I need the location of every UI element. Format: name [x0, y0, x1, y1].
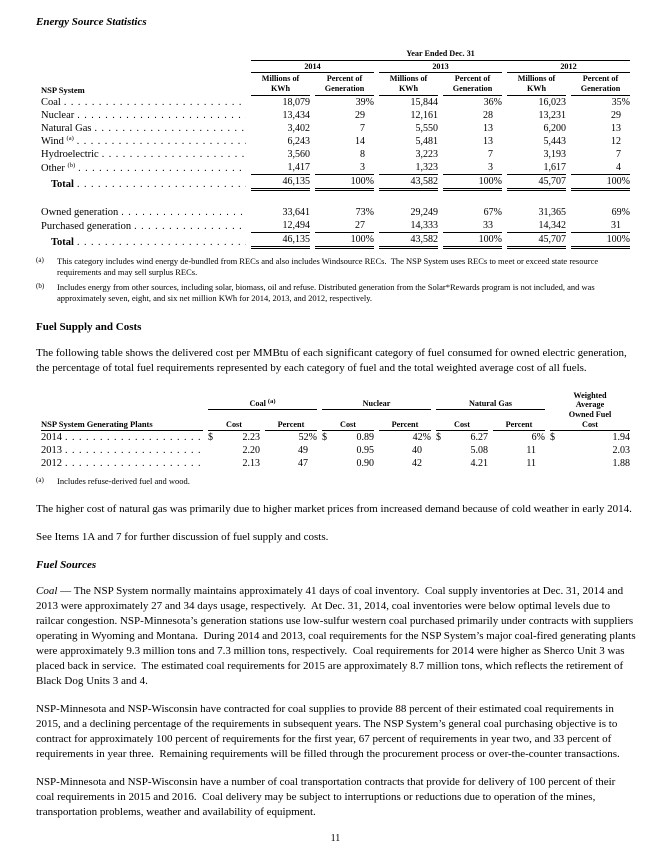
- table-cell: 36%: [483, 96, 502, 108]
- table-header-sub-row: [41, 410, 630, 431]
- footnote-text: Includes refuse-derived fuel and wood.: [57, 476, 190, 487]
- col-header-percent-generation: Percent of Generation: [315, 73, 374, 95]
- row-header-nsp-system: NSP System: [41, 84, 85, 95]
- table-cell: 29,249: [410, 206, 438, 218]
- table-cell: 1,417: [251, 161, 310, 175]
- table-cell: 3: [315, 161, 374, 175]
- table-cell: 45,707: [507, 175, 566, 191]
- col-header-percent: Percent: [265, 410, 317, 431]
- footnotes-table2: [36, 476, 636, 487]
- table-cell: 5,481: [415, 135, 438, 147]
- year-2012-header: 2012: [507, 61, 630, 74]
- table-cell: 15,844: [410, 96, 438, 108]
- table-cell: 100%: [571, 175, 630, 191]
- table-cell: 33: [443, 219, 502, 233]
- row-label: 2012 . . .: [41, 457, 203, 470]
- row-label: 2013 . . .: [41, 444, 203, 457]
- dot-leader: [74, 237, 246, 248]
- table-cell: 73%: [355, 206, 374, 218]
- table-cell: 52%: [298, 432, 317, 444]
- table-cell: 13,434: [282, 109, 310, 121]
- footnotes-table1: [36, 256, 636, 304]
- table-row-owned-generation: [41, 206, 630, 219]
- footnote-b: [36, 282, 636, 304]
- paragraph-coal-contracts: NSP-Minnesota and NSP-Wisconsin have contracted for coal supplies to provide 88 percent of their estimated coal requirements in 2015, and a declining percentage of the requirements in subsequent years. The NSP System’s general coal purchasing objective is to contract for approximately 100 percent of requirements for the first year, 67 percent of requirements in year two, and 33 percent of requirements in year three. Remaining requirements will be filled through the procurement process or over-the-counter transactions.: [36, 703, 621, 761]
- row-label: Owned generation . . .: [41, 206, 246, 219]
- table-cell: 8: [360, 148, 365, 160]
- table-cell: 5.08: [470, 445, 488, 457]
- table-cell: 69%: [611, 206, 630, 218]
- row-label: Wind $^{(a)}$ . . .: [41, 135, 246, 148]
- dot-leader: [62, 432, 203, 443]
- col-header-percent-generation: Percent of Generation: [571, 73, 630, 95]
- col-header-percent: Percent: [493, 410, 545, 431]
- group-header-nuclear: Nuclear: [322, 390, 431, 411]
- col-header-percent: Percent: [379, 410, 431, 431]
- paragraph-see-items: See Items 1A and 7 for further discussion of fuel supply and costs.: [36, 531, 329, 544]
- group-header-natural-gas: Natural Gas: [436, 390, 545, 411]
- table-cell: 2.13: [242, 458, 260, 470]
- table-cell: 7: [488, 148, 493, 160]
- footnote-marker: (a): [36, 255, 44, 264]
- table-cell: 16,023: [538, 96, 566, 108]
- table-cell: 3,223: [415, 148, 438, 160]
- table-cell: $ 0.89: [322, 432, 374, 444]
- table-cell: 100%: [315, 233, 374, 249]
- table-cell: 42: [412, 458, 422, 470]
- table-cell: 6,200: [543, 122, 566, 134]
- table-cell: 6,243: [287, 135, 310, 147]
- footnote-text: Includes energy from other sources, including solar, biomass, oil and refuse. Distributed generation from the Solar*Rewards program is not included, and was approximately seven, eight, and six net million KWh for 2014, 2013, and 2012, respectively.: [57, 281, 597, 303]
- table-cell: 3,402: [287, 122, 310, 134]
- table-cell: 14,333: [379, 219, 438, 233]
- table-cell: 2.20: [242, 445, 260, 457]
- table-cell: 46,135: [251, 175, 310, 191]
- table-cell: 13,231: [538, 109, 566, 121]
- dot-leader: [74, 136, 246, 147]
- coal-paragraph-text: — The NSP System normally maintains approximately 41 days of coal inventory. Coal supply inventories at Dec. 31, 2014 and 2013 were approximately 27 and 34 days usage, respectively. At Dec. 31, 2014, coal inventories were below optimal levels due to railcar congestion. NSP-Minnesota’s generation stations use low-sulfur western coal purchased primarily under contracts with suppliers operating in Wyoming and Montana. During 2014 and 2013, coal requirements for the NSP System’s major coal-fired generating plants were approximately 9.3 million tons and 7.3 million tons, respectively. Coal requirements for 2014 were higher as Sherco Unit 3 was placed back in service. The estimated coal requirements for 2015 are approximately 8.7 million tons, which reflects the retirement of Black Dog Units 3 and 4.: [36, 585, 639, 688]
- table-cell: 4.21: [470, 458, 488, 470]
- table-cell: 18,079: [282, 96, 310, 108]
- col-header-cost: Cost: [436, 410, 488, 431]
- table-cell: 11: [526, 458, 536, 470]
- page-number: 11: [330, 833, 341, 844]
- table-cell: 3,560: [287, 148, 310, 160]
- table-cell: 3,193: [543, 148, 566, 160]
- footnote-text: This category includes wind energy de-bundled from RECs and also includes Windsource RECs. The NSP System uses RECs to meet or exceed state resource requirements and may sell surplus RECs.: [57, 255, 601, 277]
- dot-leader: [91, 123, 246, 134]
- table-cell: 7: [360, 122, 365, 134]
- row-label: Natural Gas . . .: [41, 122, 246, 135]
- year-ended-header: Year Ended Dec. 31: [251, 48, 630, 61]
- table-row-total-2: [41, 233, 630, 249]
- table-cell: 100%: [571, 233, 630, 249]
- dot-leader: [62, 445, 203, 456]
- row-label: 2014 . . .: [41, 431, 203, 444]
- table-row-2012: [41, 457, 630, 470]
- table-cell: 1.88: [612, 458, 630, 470]
- table-cell: 47: [298, 458, 308, 470]
- table-cell: 29: [611, 109, 621, 121]
- col-header-cost: Cost: [322, 410, 374, 431]
- paragraph-natural-gas-cost: The higher cost of natural gas was primarily due to higher market prices from increased demand because of cold weather in early 2014.: [36, 503, 632, 516]
- table-cell: 0.95: [356, 445, 374, 457]
- coal-lead-in: Coal: [36, 585, 58, 598]
- table-header-sub-row: [41, 73, 630, 95]
- col-header-percent-generation: Percent of Generation: [443, 73, 502, 95]
- table-cell: 4: [571, 161, 630, 175]
- section-heading-fuel-sources: Fuel Sources: [36, 559, 97, 572]
- table-row-hydroelectric: [41, 148, 630, 161]
- dot-leader: [74, 110, 246, 121]
- energy-source-table: [36, 48, 635, 249]
- table-cell: 13: [483, 122, 493, 134]
- table-cell: 11: [526, 445, 536, 457]
- table-cell: 0.90: [356, 458, 374, 470]
- paragraph-coal: [36, 584, 639, 689]
- footnote-a: [36, 256, 636, 278]
- table-cell: 12,161: [410, 109, 438, 121]
- table-cell: 43,582: [379, 233, 438, 249]
- row-label: Purchased generation . . .: [41, 219, 246, 233]
- table-header-groups-row: [41, 390, 630, 411]
- section-heading-fuel-supply-costs: Fuel Supply and Costs: [36, 320, 142, 333]
- col-header-millions-kwh: Millions of KWh: [507, 73, 566, 95]
- spacer-row: [41, 191, 630, 206]
- footnote-a2: [36, 476, 636, 487]
- table-cell: 14: [355, 135, 365, 147]
- table-cell: 6%: [531, 432, 545, 444]
- dot-leader: [74, 179, 246, 190]
- dot-leader: [118, 207, 246, 218]
- dot-leader: [99, 149, 246, 160]
- col-header-millions-kwh: Millions of KWh: [379, 73, 438, 95]
- table-row-wind: [41, 135, 630, 148]
- table-row-purchased-generation: [41, 219, 630, 233]
- footnote-marker: (a): [36, 476, 44, 485]
- table-cell: 12,494: [251, 219, 310, 233]
- table-cell: 13: [611, 122, 621, 134]
- table-header-span-row: [41, 48, 630, 61]
- table-row-2014: [41, 431, 630, 444]
- table-cell: 5,550: [415, 122, 438, 134]
- table-cell: 5,443: [543, 135, 566, 147]
- paragraph-fuel-table-intro: The following table shows the delivered cost per MMBtu of each significant category of fuel consumed for owned electric generation, the percentage of total fuel requirements represented by each category of fuel and the total weighted average cost of all fuels.: [36, 346, 630, 374]
- section-heading-energy-source-statistics: Energy Source Statistics: [36, 16, 147, 28]
- row-label: Total . . .: [41, 233, 246, 249]
- table-cell: 31,365: [538, 206, 566, 218]
- dot-leader: [62, 458, 203, 469]
- table-cell: 12: [611, 135, 621, 147]
- table-row-total: [41, 175, 630, 191]
- table-row-coal: [41, 96, 630, 109]
- table-cell: 1,323: [379, 161, 438, 175]
- paragraph-coal-transportation: NSP-Minnesota and NSP-Wisconsin have a number of coal transportation contracts that provide for delivery of 100 percent of their coal requirements in 2015 and 2016. Coal delivery may be subject to interruptions or reductions due to operation of the mines, transportation problems, weather and availability of equipment.: [36, 776, 619, 819]
- table-cell: 67%: [483, 206, 502, 218]
- year-2014-header: 2014: [251, 61, 374, 74]
- table-cell: $ 6.27: [436, 432, 488, 444]
- row-label: Other $^{(b)}$ . . .: [41, 161, 246, 175]
- table-cell: 35%: [611, 96, 630, 108]
- table-cell: 100%: [443, 175, 502, 191]
- dot-leader: [75, 163, 246, 174]
- table-cell: 3: [443, 161, 502, 175]
- table-header-years-row: [41, 61, 630, 74]
- table-row-nuclear: [41, 109, 630, 122]
- table-cell: 7: [616, 148, 621, 160]
- table-cell: $ 1.94: [550, 432, 630, 444]
- footnote-marker: (b): [36, 281, 45, 290]
- col-header-weighted-average: Weighted Average Owned Fuel Cost: [550, 390, 630, 432]
- row-label: Coal . . .: [41, 96, 246, 109]
- col-header-cost: Cost: [208, 410, 260, 431]
- dot-leader: [61, 97, 246, 108]
- year-2013-header: 2013: [379, 61, 502, 74]
- row-label: Total . . .: [41, 175, 246, 191]
- row-label: Hydroelectric . . .: [41, 148, 246, 161]
- table-row-2013: [41, 444, 630, 457]
- table-cell: 39%: [355, 96, 374, 108]
- table-cell: 1,617: [507, 161, 566, 175]
- table-cell: 28: [483, 109, 493, 121]
- table-cell: 40: [412, 445, 422, 457]
- table-cell: 13: [483, 135, 493, 147]
- table-cell: 46,135: [251, 233, 310, 249]
- table-cell: 31: [571, 219, 630, 233]
- table-cell: $ 2.23: [208, 432, 260, 444]
- table-cell: 2.03: [612, 445, 630, 457]
- fuel-cost-table: [36, 390, 635, 471]
- table-cell: 100%: [443, 233, 502, 249]
- table-cell: 33,641: [282, 206, 310, 218]
- table-cell: 42%: [412, 432, 431, 444]
- table-cell: 29: [355, 109, 365, 121]
- table-cell: 45,707: [507, 233, 566, 249]
- table-cell: 14,342: [507, 219, 566, 233]
- dot-leader: [131, 221, 246, 232]
- table-cell: 43,582: [379, 175, 438, 191]
- table-cell: 100%: [315, 175, 374, 191]
- table-cell: 27: [315, 219, 374, 233]
- col-header-millions-kwh: Millions of KWh: [251, 73, 310, 95]
- table-cell: 49: [298, 445, 308, 457]
- table-row-natural-gas: [41, 122, 630, 135]
- group-header-coal: Coal $^{(a)}$: [208, 390, 317, 411]
- row-header-generating-plants: NSP System Generating Plants: [41, 410, 203, 431]
- row-label: Nuclear . . .: [41, 109, 246, 122]
- table-row-other: [41, 161, 630, 175]
